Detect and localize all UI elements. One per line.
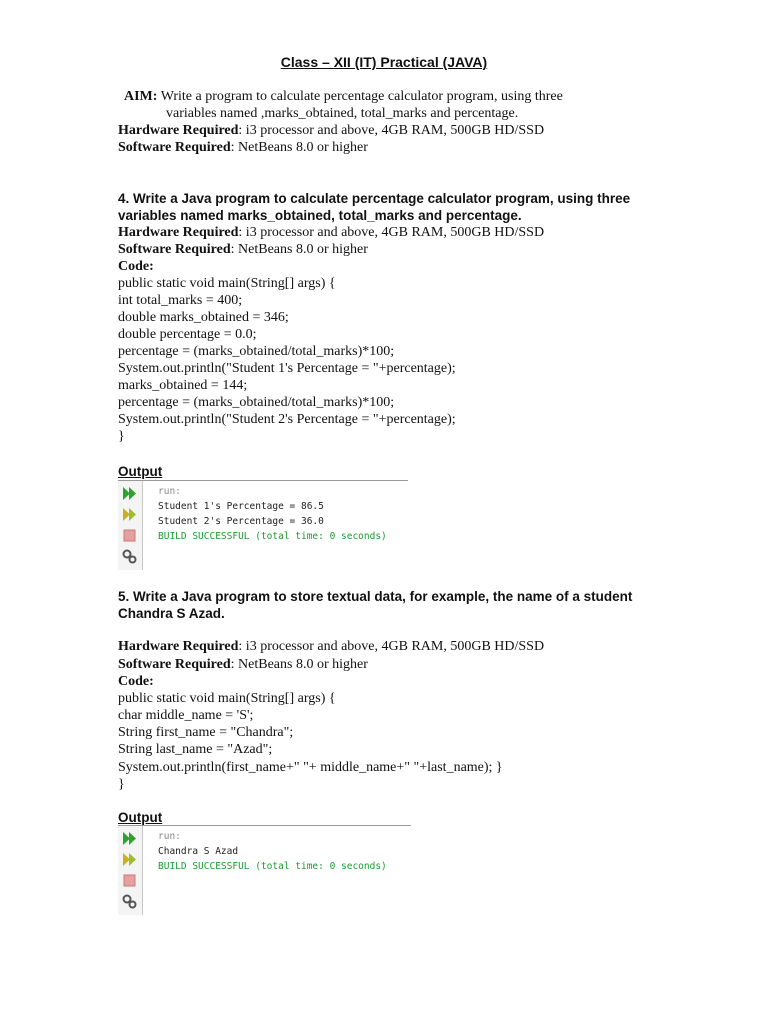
q4-output-console <box>118 480 408 570</box>
software-value: : NetBeans 8.0 or higher <box>230 140 368 155</box>
q4-code-line: System.out.println("Student 2's Percentage = "+percentage); <box>118 412 456 427</box>
aim-text-1: Write a program to calculate percentage calculator program, using three <box>160 89 563 104</box>
q5-code-line: } <box>118 777 125 792</box>
q5-hardware-line <box>118 638 544 655</box>
q5-hardware-label: Hardware Required <box>118 639 239 654</box>
stop-icon[interactable] <box>121 872 138 889</box>
hardware-required-line <box>118 122 544 139</box>
console-output-line: Chandra S Azad <box>158 846 239 857</box>
software-label: Software Required <box>118 140 231 155</box>
q5-heading-1: 5. Write a Java program to store textual data, for example, the name of a student <box>118 589 633 604</box>
rerun-icon[interactable] <box>121 485 138 502</box>
q4-code-line: double percentage = 0.0; <box>118 327 257 342</box>
q4-code-line: percentage = (marks_obtained/total_marks)*100; <box>118 395 395 410</box>
console-build-status: BUILD SUCCESSFUL (total time: 0 seconds) <box>158 531 387 542</box>
hardware-label: Hardware Required <box>118 123 239 138</box>
q5-output-label: Output <box>118 810 163 825</box>
rerun-with-changes-icon[interactable] <box>121 851 138 868</box>
hardware-value: : i3 processor and above, 4GB RAM, 500GB HD/SSD <box>238 123 545 138</box>
console-toolbar <box>118 481 143 570</box>
console-run-line: run: <box>158 831 181 842</box>
q4-code-line: percentage = (marks_obtained/total_marks)*100; <box>118 344 395 359</box>
console-output-line: Student 1's Percentage = 86.5 <box>158 501 324 512</box>
aim-text-2: variables named ,marks_obtained, total_marks and percentage. <box>166 106 519 121</box>
q5-code-label: Code: <box>118 674 154 689</box>
aim-label: AIM: <box>124 89 158 104</box>
q4-code-line: double marks_obtained = 346; <box>118 310 289 325</box>
q4-output-label: Output <box>118 464 163 479</box>
q5-hardware-value: : i3 processor and above, 4GB RAM, 500GB HD/SSD <box>238 639 545 654</box>
q5-code-line: System.out.println(first_name+" "+ middle_name+" "+last_name); } <box>118 760 503 775</box>
q4-hardware-label: Hardware Required <box>118 225 239 240</box>
console-toolbar <box>118 826 143 915</box>
software-required-line <box>118 139 368 156</box>
settings-icon[interactable] <box>121 893 138 910</box>
console-run-line: run: <box>158 486 181 497</box>
settings-icon[interactable] <box>121 548 138 565</box>
q5-code-line: char middle_name = 'S'; <box>118 708 254 723</box>
stop-icon[interactable] <box>121 527 138 544</box>
rerun-with-changes-icon[interactable] <box>121 506 138 523</box>
q4-code-line: } <box>118 429 125 444</box>
q5-software-label: Software Required <box>118 657 231 672</box>
q4-software-value: : NetBeans 8.0 or higher <box>230 242 368 257</box>
aim-line-1 <box>124 88 563 105</box>
q4-software-label: Software Required <box>118 242 231 257</box>
q4-software-line <box>118 241 368 258</box>
q4-code-line: System.out.println("Student 1's Percentage = "+percentage); <box>118 361 456 376</box>
q4-code-line: int total_marks = 400; <box>118 293 243 308</box>
q4-heading-2: variables named marks_obtained, total_marks and percentage. <box>118 208 522 223</box>
console-output-line: Student 2's Percentage = 36.0 <box>158 516 324 527</box>
q5-heading-2: Chandra S Azad. <box>118 606 225 621</box>
q4-hardware-line <box>118 224 544 241</box>
q4-code-label: Code: <box>118 259 154 274</box>
q5-software-value: : NetBeans 8.0 or higher <box>230 657 368 672</box>
q5-output-console <box>118 825 411 915</box>
q5-code-line: String last_name = "Azad"; <box>118 742 273 757</box>
q4-heading-1: 4. Write a Java program to calculate percentage calculator program, using three <box>118 191 631 206</box>
page-title: Class – XII (IT) Practical (JAVA) <box>280 54 488 70</box>
q4-code-line: public static void main(String[] args) { <box>118 276 336 291</box>
rerun-icon[interactable] <box>121 830 138 847</box>
q4-hardware-value: : i3 processor and above, 4GB RAM, 500GB HD/SSD <box>238 225 545 240</box>
q5-code-line: String first_name = "Chandra"; <box>118 725 294 740</box>
console-build-status: BUILD SUCCESSFUL (total time: 0 seconds) <box>158 861 387 872</box>
q4-code-line: marks_obtained = 144; <box>118 378 248 393</box>
q5-software-line <box>118 656 368 673</box>
q5-code-line: public static void main(String[] args) { <box>118 691 336 706</box>
